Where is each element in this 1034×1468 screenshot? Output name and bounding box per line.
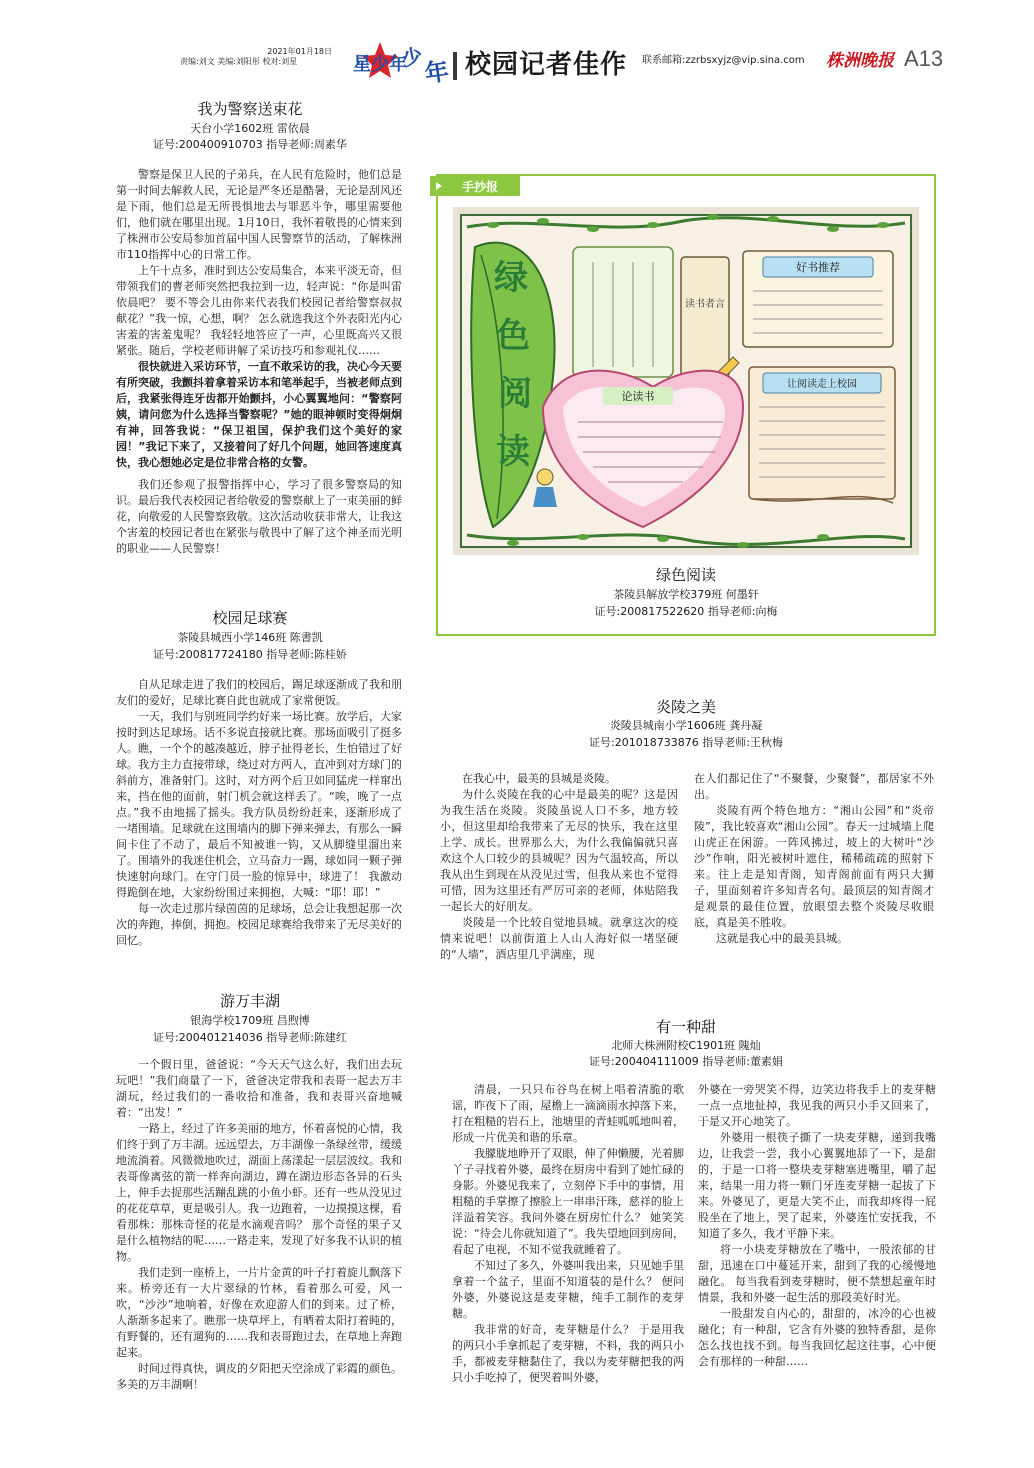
- handcopy-cert: 证号:200817522620 指导老师:向梅: [594, 605, 778, 618]
- page-number: A13: [904, 46, 944, 71]
- paragraph: 我们走到一座桥上，一片片金黄的叶子打着旋儿飘落下来。桥旁还有一大片翠绿的竹林，看着那么可爱，风一吹，“沙沙”地响着，好像在欢迎游人们的到来。过了桥，人渐渐多起来了。瞧那一块草坪上，有晒着太阳打着盹的，有野餐的，还有遛狗的……我和表哥跑过去，在草地上奔跑起来。: [116, 1266, 402, 1359]
- article-cert: 证号:200400910703 指导老师:周素华: [153, 138, 347, 151]
- svg-text:让阅读走上校园: 让阅读走上校园: [787, 379, 857, 390]
- handcopy-tag: [430, 176, 520, 196]
- article-cert: 证号:200404111009 指导老师:董素娟: [589, 1055, 783, 1068]
- paragraph: 在我心中，最美的县城是炎陵。: [462, 772, 616, 785]
- paragraph: 将一小块麦芽糖放在了嘴中，一股浓郁的甘甜，迅速在口中蔓延开来，甜到了我的心缓慢地融化。 每当我看到麦芽糖时，便不禁想起童年时情景，我和外婆一起生活的那段美好时光。: [698, 1243, 936, 1304]
- article-column: [452, 1082, 684, 1386]
- paragraph: 一路上，经过了许多美丽的地方，怀着喜悦的心情，我们终于到了万丰湖。远远望去，万丰湖像一条绿丝带，缓缓地流淌着。风微微地吹过，湖面上荡漾起一层层波纹。我和表哥像离弦的箭一样奔向湖边，蹲在湖边形态各异的石头上，伸手去捉那些活蹦乱跳的小鱼小虾。还有一些从没见过的花花草草，更是吸引人。我一边跑着，一边摸摸这棵，看看那株：那株奇怪的花是水滴观音吗？ 那个奇怪的果子又是什么植物结的呢……一路走来，发现了好多我不认识的植物。: [116, 1122, 402, 1263]
- editors-credit: 责编:刘文 美编:刘阳彤 校对:刘星: [180, 57, 298, 66]
- paragraph: 我们还参观了报警指挥中心，学习了很多警察局的知识。最后我代表校园记者给敬爱的警察献上了一束美丽的鲜花，向敬爱的人民警察致敬。这次活动收获非常大，让我这个害羞的校园记者也在紧张与敬畏中了解了这个神圣而光明的职业——人民警察！: [116, 478, 402, 555]
- paragraph: 为什么炎陵在我的心中是最美的呢？这是因为我生活在炎陵。炎陵虽说人口不多，地方较小，但这里却给我带来了无尽的快乐，我在这里上学、成长。世界那么大，为什么我偏偏就只喜欢这个人口较少的县城呢？因为气温较高，所以我从出生到现在从没见过雪，但我从来也不觉得可惜，因为这里还有严厉可亲的老师，体贴陪我一起长大的好朋友。: [440, 788, 678, 913]
- article-author: 北师大株洲附校C1901班 隗灿: [611, 1039, 761, 1052]
- paragraph: 外婆用一根筷子撕了一块麦芽糖，递到我嘴边，让我尝一尝，我小心翼翼地舔了一下，是甜的，于是一口将一整块麦芽糖塞进嘴里，嚼了起来，结果一用力将一颗门牙连麦芽糖一起拔了下来。外婆见了，更是大笑不止，而我却疼得一屁股坐在了地上，哭了起来，外婆连忙安抚我，不知道了多久，我才平静下来。: [698, 1131, 936, 1240]
- paragraph: 一个假日里，爸爸说：“今天天气这么好，我们出去玩玩吧！”我们商量了一下，爸爸决定带我和表哥一起去万丰湖玩，经过我们的一番收拾和准备，我和表哥兴奋地喊着：“出发！”: [116, 1058, 402, 1119]
- paragraph: 一天，我们与别班同学约好来一场比赛。放学后，大家按时到达足球场。话不多说直接就比赛。那场面吸引了挺多人。瞧，一个个的越凑越近，脖子扯得老长，生怕错过了好球。我方主力直接带球，绕过对方两人，直冲到对方球门的斜前方，准备射门。这时，对方两个后卫如同猛虎一样窜出来，挡在他的面前，射门机会就这样丢了。“唉，晚了一点点。”我不由地摇了摇头。我方队员纷纷赶来，逐渐形成了一堵围墙。足球就在这围墙内的脚下弹来弹去，有那么一瞬间卡住了不动了，最后不知被谁一钩，又从脚缝里溜出来了。围墙外的我迷住机会，立马奋力一踢，球如同一颗子弹快速射向球门。在守门员一脸的惊异中，球进了！ 我激动得跪倒在地，大家纷纷围过来拥抱，大喊：“耶！耶！”: [116, 710, 402, 899]
- paragraph: 不知过了多久，外婆叫我出来，只见她手里拿着一个盆子，里面不知道装的是什么？ 便问外婆，外婆说这是麦芽糖，纯手工制作的麦芽糖。: [452, 1259, 684, 1320]
- article-body: [116, 167, 402, 557]
- handcopy-poster-photo: [453, 207, 919, 555]
- paragraph: 很快就进入采访环节，一直不敢采访的我，决心今天要有所突破，我颤抖着拿着采访本和笔举起手，当被老师点到后，我紧张得连牙齿都开始颤抖，小心翼翼地问：“警察阿姨，请问您为什么选择当警察呢？”她的眼神顿时变得炯炯有神，回答我说：“保卫祖国，保护我们这个美好的家园！”我记下来了，又接着问了好几个问题，她回答速度真快，我心想她必定是位非常合格的女警。: [116, 360, 402, 469]
- article-title: 有一种甜: [655, 1018, 716, 1036]
- paragraph: 我非常的好奇，麦芽糖是什么？ 于是用我的两只小手拿抓起了麦芽糖，不料，我的两只小手，都被麦芽糖黏住了，我以为麦芽糖把我的两只小手吃掉了，便哭着叫外婆，: [452, 1323, 684, 1384]
- handcopy-title: 绿色阅读: [655, 566, 716, 584]
- section-divider: [453, 52, 457, 80]
- paragraph: 炎陵有两个特色地方：“湘山公园”和“炎帝陵”，我比较喜欢“湘山公园”。春天一过城墙上爬山虎正在闲游。一阵风拂过，坡上的大树叶“沙沙”作响，阳光被树叶遮住，稀稀疏疏的照射下来。往上走是知青阁，知青阁前面有两只大狮子，里面刻着许多知青名句。最顶层的知青阁才是观景的最佳位置，放眼望去整个炎陵尽收眼底，真是美不胜收。: [694, 804, 934, 929]
- article-author: 茶陵县城西小学146班 陈書凯: [177, 631, 323, 644]
- article-title: 游万丰湖: [219, 992, 280, 1010]
- svg-text:读书者言: 读书者言: [685, 299, 725, 310]
- article-column: [698, 1082, 936, 1370]
- article-author: 天台小学1602班 雷依晨: [190, 122, 310, 135]
- section-title: 校园记者佳作: [465, 50, 628, 80]
- article-title: 我为警察送束花: [197, 100, 303, 118]
- svg-text:阅: 阅: [498, 374, 532, 414]
- paragraph: 外婆在一旁哭笑不得，边笑边将我手上的麦芽糖一点一点地扯掉，我见我的两只小手又回来了，于是又开心地笑了。: [698, 1083, 936, 1128]
- logo-char-1: 星少年: [353, 54, 407, 75]
- svg-text:读: 读: [496, 432, 530, 472]
- paragraph: 这就是我心中的最美县城。: [716, 932, 848, 945]
- article-cert: 证号:200401214036 指导老师:陈建红: [153, 1031, 347, 1044]
- paragraph: 自从足球走进了我们的校园后，踢足球逐渐成了我和朋友们的爱好，足球比赛自此也就成了家常便饭。: [116, 678, 402, 707]
- svg-text:色: 色: [496, 316, 530, 356]
- svg-text:株洲晚报: 株洲晚报: [826, 51, 894, 71]
- article-cert: 证号:200817724180 指导老师:陈桂娇: [153, 648, 347, 661]
- article-body: [116, 1057, 402, 1393]
- star-youth-logo: [353, 38, 451, 90]
- article-author: 炎陵县城南小学1606班 龚丹凝: [609, 719, 763, 732]
- paragraph: 每一次走过那片绿茵茵的足球场，总会让我想起那一次次的奔跑，捧倒，拥抱。校园足球赛给我带来了无尽美好的回忆。: [116, 902, 402, 947]
- paragraph: 时间过得真快，调皮的夕阳把天空涂成了彩霞的颜色。多美的万丰湖啊！: [116, 1362, 402, 1391]
- svg-text:手抄报: 手抄报: [461, 180, 499, 194]
- svg-text:论读书: 论读书: [621, 390, 655, 403]
- paragraph: 炎陵是一个比较自觉地县城。就拿这次的疫情来说吧！以前街道上人山人海好似一堵坚硬的“人墙”，酒店里几乎满座，现: [440, 916, 678, 961]
- svg-text:绿: 绿: [494, 258, 528, 298]
- issue-date: 2021年01月18日: [267, 47, 332, 56]
- paragraph: 上午十点多，准时到达公安局集合，本来平淡无奇，但带领我们的曹老师突然把我拉到一边，轻声说：“你是叫雷依晨吧？ 要不等会儿由你来代表我们校园记者给警察叔叔献花？”我一惊，心想，啊？ 怎么就选我这个外表阳光内心害羞的害羞鬼呢？ 我轻轻地答应了一声，心里既高兴又很紧张。随后，学校老师讲解了采访技巧和参观礼仪……: [116, 264, 402, 357]
- article-column: [440, 771, 678, 963]
- paragraph: 警察是保卫人民的子弟兵，在人民有危险时，他们总是第一时间去解救人民，无论是严冬还是酷暑，无论是刮风还是下雨，他们总是无所畏惧地去与罪恶斗争，哪里需要他们，他们就在哪里出现。1月10日，我怀着敬畏的心情来到了株洲市公安局参加首届中国人民警察节的活动，了解株洲市110指挥中心的日常工作。: [116, 168, 402, 261]
- paragraph: 我朦胧地睁开了双眼，伸了伸懒腰，光着脚丫子寻找着外婆，最终在厨房中看到了她忙碌的身影。外婆见我来了，立刻停下手中的事情，用粗糙的手掌擦了擦脸上一串串汗珠，慈祥的脸上洋溢着笑容。我问外婆在厨房忙什么？ 她笑笑说：“待会儿你就知道了”。我失望地回到房间，看起了电视，不知不觉我就睡着了。: [452, 1147, 684, 1256]
- article-cert: 证号:201018733876 指导老师:王秋梅: [589, 736, 783, 749]
- handcopy-author: 茶陵县解放学校379班 何墨轩: [613, 588, 759, 601]
- svg-text:好书推荐: 好书推荐: [796, 261, 840, 274]
- newspaper-brand-logo: [822, 44, 898, 74]
- paragraph: 清晨，一只只布谷鸟在树上唱着清脆的歌谣，昨夜下了雨，屋檐上一滴滴雨水掉落下来，打在粗糙的岩石上，池塘里的青蛙呱呱地叫着，形成一片优美和谐的乐章。: [452, 1083, 684, 1144]
- paragraph: 在人们都记住了“不聚餐，少聚餐”，都居家不外出。: [694, 772, 934, 801]
- article-title: 校园足球赛: [212, 609, 288, 627]
- article-title: 炎陵之美: [655, 698, 716, 716]
- svg-text:年: 年: [422, 56, 451, 88]
- article-column: [694, 771, 934, 947]
- contact-email: 联系邮箱:zzrbsxyjz@vip.sina.com: [642, 55, 805, 66]
- svg-text:少: 少: [400, 43, 425, 71]
- paragraph: 一股甜发自内心的，甜甜的，冰冷的心也被融化；有一种甜，它含有外婆的独特香甜，是你怎么找也找不到。每当我回忆起这往事，心中便会有那样的一种甜……: [698, 1307, 936, 1368]
- article-author: 银海学校1709班 昌煦博: [190, 1014, 310, 1027]
- article-body: [116, 677, 402, 949]
